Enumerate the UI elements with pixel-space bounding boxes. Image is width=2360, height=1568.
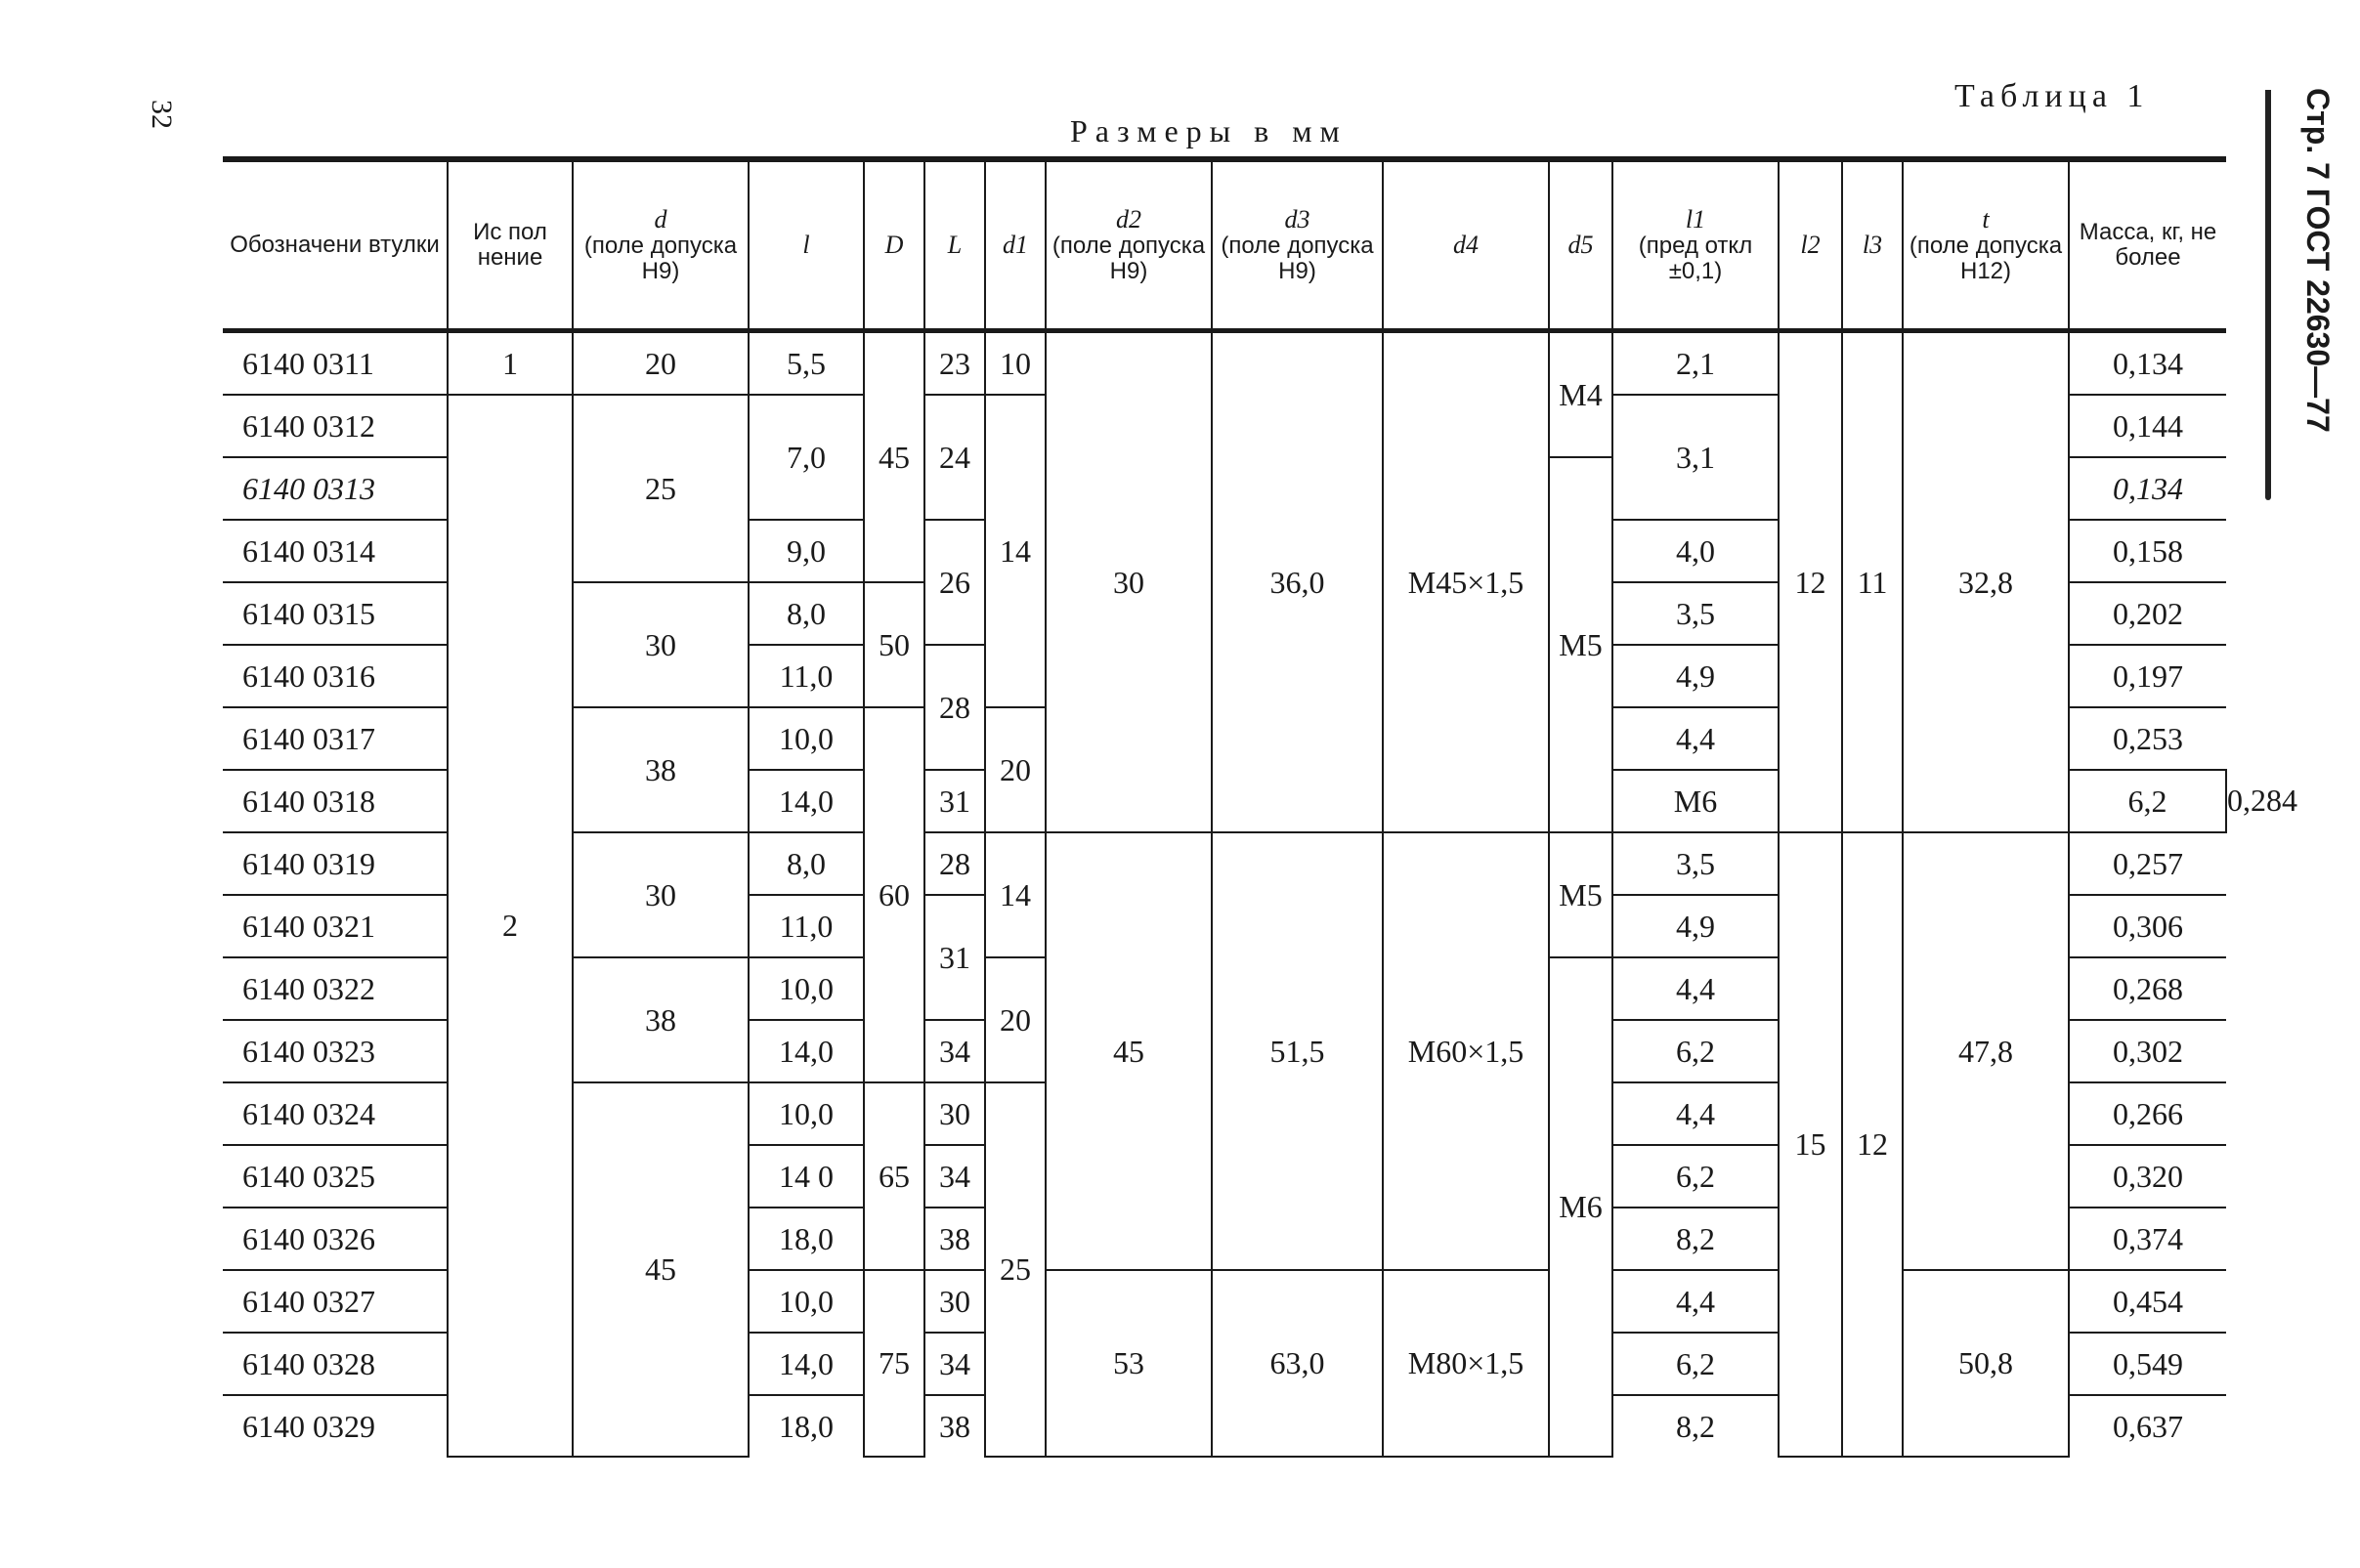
l1-cell: 4,9 (1612, 645, 1779, 707)
header-d2-symbol: d2 (1116, 204, 1141, 233)
D-cell: 65 (864, 1082, 924, 1270)
l-cell: 11,0 (749, 645, 864, 707)
l3-cell: 11 (1842, 331, 1903, 833)
l1-cell: 3,5 (1612, 832, 1779, 895)
header-l2 (1779, 159, 1842, 331)
t-cell: 47,8 (1903, 832, 2069, 1270)
D-cell: 75 (864, 1270, 924, 1457)
D-cell: 50 (864, 582, 924, 707)
t-cell: 50,8 (1903, 1270, 2069, 1457)
header-d3-note: (поле допуска H9) (1221, 232, 1374, 284)
d1-cell: 10 (985, 331, 1046, 396)
d5-cell: M4 (1549, 331, 1612, 458)
code-cell: 6140 0319 (223, 832, 448, 895)
L-cell: 34 (924, 1333, 985, 1395)
d3-cell: 36,0 (1212, 331, 1383, 833)
mass-cell: 0,134 (2069, 457, 2226, 520)
side-title: Стр. 7 ГОСТ 22630—77 (2300, 88, 2336, 433)
version-cell: 1 (448, 331, 573, 396)
l3-cell: 12 (1842, 832, 1903, 1457)
l1-cell: 2,1 (1612, 331, 1779, 396)
l-cell: 14,0 (749, 1020, 864, 1082)
l-cell: 10,0 (749, 957, 864, 1020)
d1-cell: 20 (985, 957, 1046, 1082)
l2-cell: 15 (1779, 832, 1842, 1457)
d5-cell: M6 (1549, 957, 1612, 1457)
mass-cell: 0,144 (2069, 395, 2226, 457)
l1-cell: 4,4 (1612, 1082, 1779, 1145)
header-l3-symbol: l3 (1862, 230, 1883, 259)
d5-cell: M6 (1612, 770, 1779, 832)
l2-cell: 12 (1779, 331, 1842, 833)
header-mass: Масса, кг, не более (2069, 159, 2226, 331)
header-d3-symbol: d3 (1284, 204, 1310, 233)
d1-cell: 14 (985, 832, 1046, 957)
code-cell: 6140 0314 (223, 520, 448, 582)
l-cell: 8,0 (749, 832, 864, 895)
l1-cell: 6,2 (2069, 770, 2226, 832)
mass-cell: 0,320 (2069, 1145, 2226, 1208)
L-cell: 30 (924, 1082, 985, 1145)
version-cell: 2 (448, 395, 573, 1457)
l-cell: 11,0 (749, 895, 864, 957)
l1-cell: 6,2 (1612, 1145, 1779, 1208)
d4-cell: M80×1,5 (1383, 1270, 1549, 1457)
d3-cell: 51,5 (1212, 832, 1383, 1270)
mass-cell: 0,637 (2069, 1395, 2226, 1457)
header-d-note: (поле допуска H9) (583, 232, 738, 284)
mass-cell: 0,268 (2069, 957, 2226, 1020)
mass-cell: 0,253 (2069, 707, 2226, 770)
code-cell: 6140 0312 (223, 395, 448, 457)
d-cell: 38 (573, 957, 749, 1082)
l1-cell: 6,2 (1612, 1020, 1779, 1082)
header-d2 (1046, 159, 1212, 331)
d1-cell: 14 (985, 395, 1046, 707)
mass-cell: 0,454 (2069, 1270, 2226, 1333)
header-l1 (1612, 159, 1779, 331)
d2-cell: 53 (1046, 1270, 1212, 1457)
L-cell: 31 (924, 770, 985, 832)
mass-cell: 0,134 (2069, 331, 2226, 396)
side-bar-rule (2265, 90, 2271, 500)
D-cell: 60 (864, 707, 924, 1082)
code-cell: 6140 0326 (223, 1208, 448, 1270)
header-t-note: (поле допуска H12) (1909, 232, 2063, 284)
L-cell: 34 (924, 1145, 985, 1208)
code-cell: 6140 0322 (223, 957, 448, 1020)
d3-cell: 63,0 (1212, 1270, 1383, 1457)
L-cell: 28 (924, 645, 985, 770)
code-cell: 6140 0328 (223, 1333, 448, 1395)
code-cell: 6140 0317 (223, 707, 448, 770)
l-cell: 10,0 (749, 1082, 864, 1145)
l-cell: 8,0 (749, 582, 864, 645)
l1-cell: 4,4 (1612, 707, 1779, 770)
l-cell: 5,5 (749, 331, 864, 396)
l-cell: 14,0 (749, 770, 864, 832)
header-designation: Обозначени втулки (223, 159, 448, 331)
mass-cell: 0,202 (2069, 582, 2226, 645)
header-L (924, 159, 985, 331)
l1-cell: 3,5 (1612, 582, 1779, 645)
code-cell: 6140 0316 (223, 645, 448, 707)
l1-cell: 4,0 (1612, 520, 1779, 582)
l1-cell: 6,2 (1612, 1333, 1779, 1395)
mass-cell: 0,266 (2069, 1082, 2226, 1145)
t-cell: 32,8 (1903, 331, 2069, 833)
l-cell: 9,0 (749, 520, 864, 582)
d-cell: 45 (573, 1082, 749, 1457)
header-d5 (1549, 159, 1612, 331)
L-cell: 26 (924, 520, 985, 645)
table-row: 6140 0318 14,0 31 M6 6,2 0,284 (223, 770, 2226, 832)
header-l1-note: (пред откл ±0,1) (1638, 232, 1753, 284)
header-l (749, 159, 864, 331)
header-d1-symbol: d1 (1003, 230, 1028, 259)
d-cell: 25 (573, 395, 749, 582)
mass-cell: 0,158 (2069, 520, 2226, 582)
l1-cell: 3,1 (1612, 395, 1779, 520)
code-cell: 6140 0327 (223, 1270, 448, 1333)
header-l1-symbol: l1 (1685, 204, 1706, 233)
code-cell: 6140 0324 (223, 1082, 448, 1145)
mass-cell: 0,302 (2069, 1020, 2226, 1082)
header-d4 (1383, 159, 1549, 331)
header-d5-symbol: d5 (1567, 230, 1594, 259)
l-cell: 14,0 (749, 1333, 864, 1395)
header-version: Ис пол нение (448, 159, 573, 331)
code-cell: 6140 0311 (223, 331, 448, 396)
L-cell: 38 (924, 1208, 985, 1270)
d-cell: 38 (573, 707, 749, 832)
l-cell: 18,0 (749, 1395, 864, 1457)
l1-cell: 4,9 (1612, 895, 1779, 957)
header-t (1903, 159, 2069, 331)
header-d2-note: (поле допуска H9) (1051, 232, 1206, 284)
header-d (573, 159, 749, 331)
l-cell: 10,0 (749, 1270, 864, 1333)
header-d4-symbol: d4 (1453, 230, 1479, 259)
header-D (864, 159, 924, 331)
L-cell: 30 (924, 1270, 985, 1333)
l1-cell: 8,2 (1612, 1208, 1779, 1270)
code-cell: 6140 0315 (223, 582, 448, 645)
mass-cell: 0,257 (2069, 832, 2226, 895)
header-D-symbol: D (884, 230, 904, 259)
d-cell: 30 (573, 832, 749, 957)
header-t-symbol: t (1982, 204, 1990, 233)
d4-cell: M60×1,5 (1383, 832, 1549, 1270)
header-l-symbol: l (802, 230, 810, 259)
mass-cell: 0,197 (2069, 645, 2226, 707)
header-d3 (1212, 159, 1383, 331)
table-label: Таблица 1 (1954, 78, 2150, 114)
D-cell: 45 (864, 331, 924, 583)
dimensions-table (223, 156, 2297, 1458)
d2-cell: 30 (1046, 331, 1212, 833)
code-cell: 6140 0318 (223, 770, 448, 832)
header-l3 (1842, 159, 1903, 331)
code-cell: 6140 0323 (223, 1020, 448, 1082)
d2-cell: 45 (1046, 832, 1212, 1270)
d1-cell: 20 (985, 707, 1046, 832)
header-l2-symbol: l2 (1800, 230, 1821, 259)
code-cell: 6140 0329 (242, 1408, 375, 1444)
code-cell: 6140 0313 (223, 457, 448, 520)
l-cell: 14 0 (749, 1145, 864, 1208)
mass-cell: 0,306 (2069, 895, 2226, 957)
table-row (223, 331, 2226, 396)
header-L-symbol: L (947, 230, 963, 259)
L-cell: 24 (924, 395, 985, 520)
d4-cell: M45×1,5 (1383, 331, 1549, 833)
header-d-symbol: d (654, 204, 667, 233)
L-cell: 23 (924, 331, 985, 396)
l-cell: 18,0 (749, 1208, 864, 1270)
L-cell: 31 (924, 895, 985, 1020)
size-caption: Размеры в мм (1070, 113, 1348, 148)
L-cell: 38 (924, 1395, 985, 1457)
d-cell: 20 (573, 331, 749, 396)
header-row (223, 159, 2226, 331)
mass-cell: 0,549 (2069, 1333, 2226, 1395)
code-cell: 6140 0325 (223, 1145, 448, 1208)
L-cell: 28 (924, 832, 985, 895)
l1-cell: 4,4 (1612, 1270, 1779, 1333)
L-cell: 34 (924, 1020, 985, 1082)
d5-cell: M5 (1549, 832, 1612, 957)
d5-cell: M5 (1549, 457, 1612, 832)
l1-cell: 4,4 (1612, 957, 1779, 1020)
d1-cell: 25 (985, 1082, 1046, 1457)
d-cell: 30 (573, 582, 749, 707)
l-cell: 7,0 (749, 395, 864, 520)
l1-cell: 8,2 (1612, 1395, 1779, 1457)
header-d1 (985, 159, 1046, 331)
mass-cell: 0,374 (2069, 1208, 2226, 1270)
code-cell: 6140 0321 (223, 895, 448, 957)
page-number: 32 (146, 100, 178, 129)
l-cell: 10,0 (749, 707, 864, 770)
